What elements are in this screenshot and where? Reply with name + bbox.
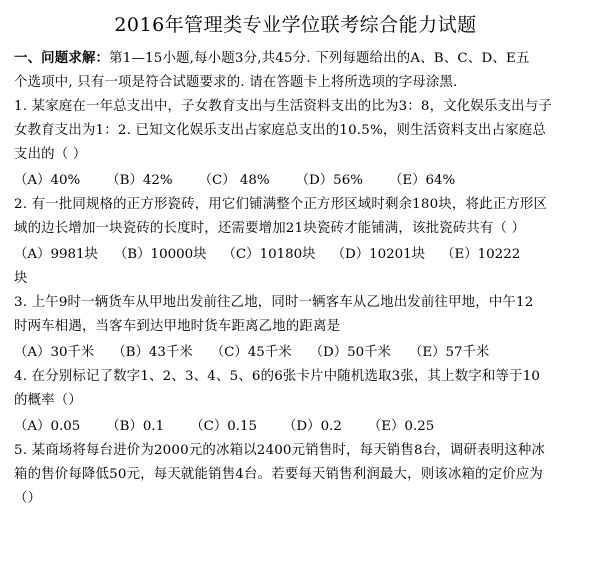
option-a: （A）0.05 [14, 419, 81, 434]
option-b: （B）0.1 [106, 419, 165, 434]
question-1-line-2: 女教育支出为1：2. 已知文化娱乐支出占家庭总支出的10.5%，则生活资料支出占家庭总 [14, 123, 546, 138]
section-intro-line-2: 个选项中, 只有一项是符合试题要求的. 请在答题卡上将所选项的字母涂黑. [14, 75, 458, 90]
question-4 [14, 365, 577, 439]
option-a: （A）40% [14, 173, 81, 188]
question-2-options [14, 243, 577, 267]
question-2-line-2: 域的边长增加一块瓷砖的长度时，还需要增加21块瓷砖才能铺满，该批瓷砖共有（ ） [14, 221, 526, 236]
option-c: （C） 48% [198, 173, 270, 188]
question-2-option-tail: 块 [14, 271, 28, 286]
section-heading: 一、问题求解： [14, 50, 110, 66]
question-1-line-3: 支出的（ ） [14, 147, 87, 162]
question-3 [14, 291, 577, 365]
option-d: （D）56% [295, 173, 363, 188]
question-5-line-3: （） [14, 491, 42, 506]
question-4-options [14, 415, 577, 439]
option-e: （E）64% [388, 173, 456, 188]
question-2 [14, 193, 577, 291]
question-5 [14, 439, 577, 511]
option-d: （D）10201块 [331, 247, 426, 262]
option-e: （E）0.25 [367, 419, 435, 434]
option-e: （E）57千米 [408, 345, 490, 360]
question-4-line-2: 的概率（） [14, 393, 82, 408]
option-d: （D）50千米 [309, 345, 391, 360]
option-a: （A）9981块 [14, 247, 98, 262]
option-c: （C）0.15 [190, 419, 258, 434]
question-1 [14, 95, 577, 193]
section-intro-line-1: 第1—15小题,每小题3分,共45分. 下列每题给出的A、B、C、D、E五 [109, 51, 530, 66]
question-1-options [14, 169, 577, 193]
question-5-line-2: 箱的售价每降低50元，每天就能销售4台。若要每天销售利润最大，则该冰箱的定价应为 [14, 467, 544, 482]
option-a: （A）30千米 [14, 345, 95, 360]
question-1-line-1: 1. 某家庭在一年总支出中，子女教育支出与生活资料支出的比为3：8，文化娱乐支出与子 [14, 99, 552, 114]
option-d: （D）0.2 [283, 419, 342, 434]
question-5-line-1: 5. 某商场将每台进价为2000元的冰箱以2400元销售时，每天销售8台，调研表明这种冰 [14, 443, 546, 458]
question-2-line-1: 2. 有一批同规格的正方形瓷砖，用它们铺满整个正方形区域时剩余180块，将此正方形区 [14, 197, 548, 212]
option-c: （C）10180块 [222, 247, 316, 262]
question-4-line-1: 4. 在分别标记了数字1、2、3、4、5、6的6张卡片中随机选取3张，其上数字和等于10 [14, 369, 541, 384]
question-3-options [14, 341, 577, 365]
option-c: （C）45千米 [210, 345, 292, 360]
option-b: （B）42% [106, 173, 173, 188]
question-3-line-1: 3. 上午9时一辆货车从甲地出发前往乙地，同时一辆客车从乙地出发前往甲地，中午12 [14, 295, 534, 310]
option-b: （B）43千米 [112, 345, 193, 360]
option-e: （E）10222 [441, 247, 521, 262]
question-3-line-2: 时两车相遇，当客车到达甲地时货车距离乙地的距离是 [14, 319, 341, 334]
page-title: 2016年管理类专业学位联考综合能力试题 [114, 14, 477, 36]
section-intro [14, 46, 577, 71]
option-b: （B）10000块 [113, 247, 207, 262]
